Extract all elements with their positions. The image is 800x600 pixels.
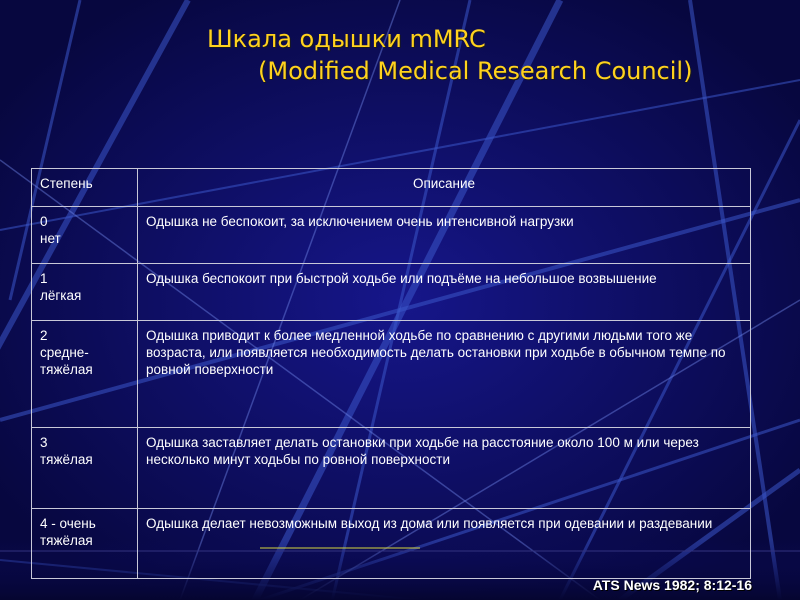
table-header-row [32,169,751,207]
slide-title-line1: Шкала одышки mMRC [207,25,486,53]
grade-cell [32,207,138,264]
grade-label: средне-тяжёлая [40,345,93,377]
header-grade: Степень [32,169,138,207]
grade-cell [32,509,138,579]
description-cell: Одышка приводит к более медленной ходьбе по сравнению с другими людьми того же возраста, или появляется необходимость делать остановки при ходьбе в обычном темпе по ровной поверхности [138,321,751,428]
grade-number: 4 - очень [40,516,96,531]
description-cell: Одышка делает невозможным выход из дома или появляется при одевании и раздевании [138,509,751,579]
table-row [32,321,751,428]
grade-cell [32,321,138,428]
grade-number: 2 [40,328,48,343]
source-citation: ATS News 1982; 8:12-16 [592,577,752,593]
grade-label: тяжёлая [40,452,93,467]
table-row [32,207,751,264]
description-cell: Одышка не беспокоит, за исключением очень интенсивной нагрузки [138,207,751,264]
header-description: Описание [138,169,751,207]
table-row [32,509,751,579]
mmrc-scale-table [31,168,751,579]
grade-cell [32,428,138,509]
grade-label: лёгкая [40,288,82,303]
grade-number: 0 [40,214,48,229]
grade-label: тяжёлая [40,533,93,548]
description-cell: Одышка заставляет делать остановки при ходьбе на расстояние около 100 м или через несколько минут ходьбы по ровной поверхности [138,428,751,509]
grade-cell [32,264,138,321]
grade-number: 1 [40,271,48,286]
grade-label: нет [40,231,61,246]
table-row [32,428,751,509]
slide-title-line2: (Modified Medical Research Council) [258,57,693,85]
grade-number: 3 [40,435,48,450]
description-cell: Одышка беспокоит при быстрой ходьбе или подъёме на небольшое возвышение [138,264,751,321]
table-row [32,264,751,321]
